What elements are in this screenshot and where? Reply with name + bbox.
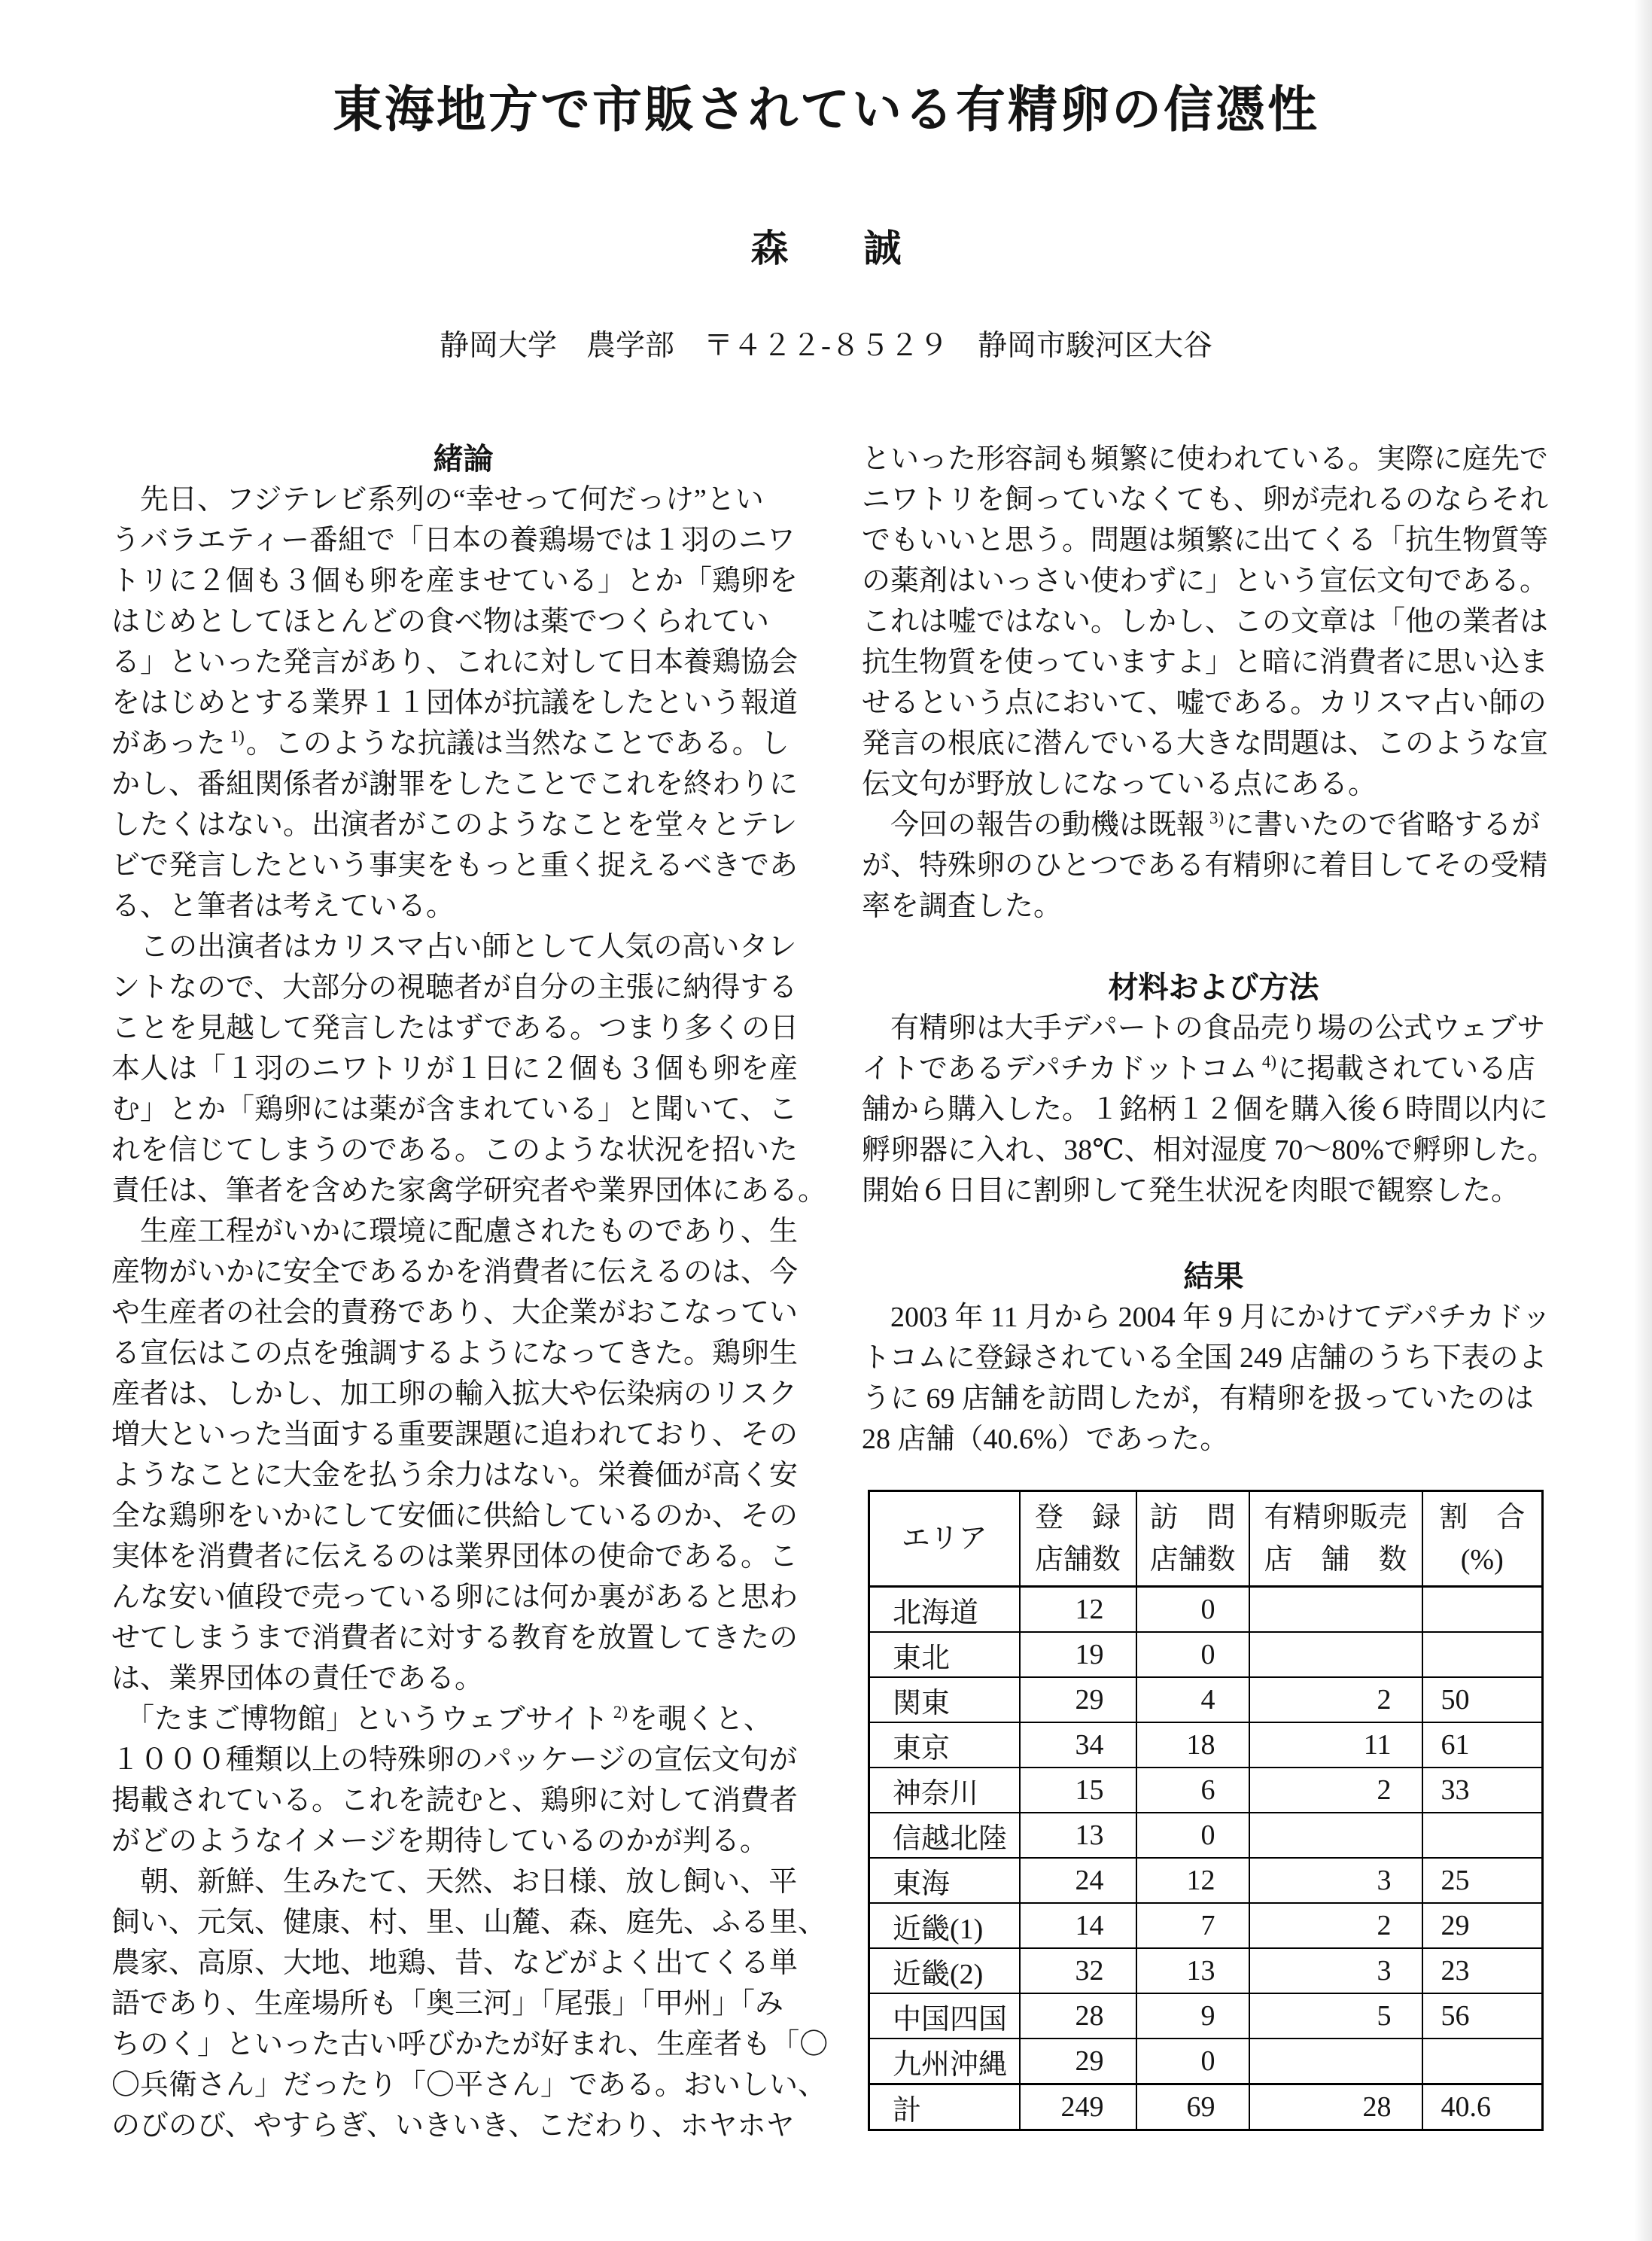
table-cell: 4 <box>1136 1677 1249 1722</box>
text-line: 産者は、しかし、加工卵の輸入拡大や伝染病のリスク <box>111 1378 798 1410</box>
table-row <box>869 1948 1543 1993</box>
text-line: のびのび、やすらぎ、いきいき、こだわり、ホヤホヤ <box>111 2110 795 2142</box>
table-cell: 北海道 <box>869 1587 1020 1633</box>
footnote-ref: 1) <box>230 727 245 747</box>
table-header-text: (%) <box>1460 1544 1504 1576</box>
text-line: 2003 年 11 月から 2004 年 9 月にかけてデパチカドッ <box>862 1302 1551 1333</box>
text-line: 実体を消費者に伝えるのは業界団体の使命である。こ <box>111 1541 799 1573</box>
table-cell: 0 <box>1136 2039 1249 2084</box>
text-line: んな安い値段で売っている卵には何か裏があると思わ <box>111 1582 799 1613</box>
table-cell: 0 <box>1136 1632 1249 1677</box>
table-row <box>869 1993 1543 2039</box>
table-header-text: 割 合 <box>1439 1502 1526 1533</box>
results-table <box>868 1490 1544 2131</box>
table-header-cell <box>1422 1491 1543 1587</box>
table-cell: 神奈川 <box>869 1768 1020 1813</box>
text-line: したくはない。出演者がこのようなことを堂々とテレ <box>111 809 798 841</box>
table-cell: 12 <box>1020 1587 1136 1633</box>
table-row <box>869 1813 1543 1858</box>
table-header-text: 登 録 <box>1034 1502 1121 1533</box>
table-cell <box>1422 2039 1543 2084</box>
text-line: 飼い、元気、健康、村、里、山麓、森、庭先、ふる里、 <box>111 1907 827 1938</box>
text-line: せるという点において、嘘である。カリスマ占い師の <box>862 687 1547 719</box>
table-cell: 18 <box>1136 1722 1249 1768</box>
text-line: 責任は、筆者を含めた家禽学研究者や業界団体にある。 <box>111 1175 827 1207</box>
text-line: 掲載されている。これを読むと、鶏卵に対して消費者 <box>111 1785 799 1816</box>
footnote-ref: 4) <box>1261 1052 1277 1072</box>
text-line: 語であり、生産場所も「奥三河」「尾張」「甲州」「み <box>111 1988 784 2020</box>
text-line: る宣伝はこの点を強調するようになってきた。鶏卵生 <box>111 1338 799 1369</box>
text-line: 発言の根底に潜んでいる大きな問題は、このような宣 <box>862 728 1549 760</box>
text-line: といった形容詞も頻繁に使われている。実際に庭先で <box>862 443 1549 475</box>
table-cell: 15 <box>1020 1768 1136 1813</box>
text-line: トコムに登録されている全国 249 店舗のうち下表のよ <box>862 1342 1547 1374</box>
table-row <box>869 1722 1543 1768</box>
table-cell: 34 <box>1020 1722 1136 1768</box>
table-cell <box>1249 1587 1422 1633</box>
table-cell <box>1249 1813 1422 1858</box>
footnote-ref: 2) <box>613 1703 628 1722</box>
table-cell: 19 <box>1020 1632 1136 1677</box>
text-line: トリに２個も３個も卵を産ませている」とか「鶏卵を <box>111 565 799 597</box>
text-line: ことを見越して発言したはずである。つまり多くの日 <box>111 1012 799 1044</box>
text-line: 伝文句が野放しになっている点にある。 <box>862 769 1377 800</box>
table-cell: 24 <box>1020 1858 1136 1903</box>
text-line: む」とか「鶏卵には薬が含まれている」と聞いて、こ <box>111 1094 798 1125</box>
table-cell: 50 <box>1422 1677 1543 1722</box>
intro-body <box>111 480 829 2146</box>
table-cell: 近畿(1) <box>869 1903 1020 1948</box>
text-line: イトであるデパチカドットコム $^{4)}$に掲載されている店 <box>862 1052 1536 1085</box>
table-row <box>869 2084 1543 2130</box>
table-cell: 9 <box>1136 1993 1249 2039</box>
table-header-text: 有精卵販売 <box>1264 1502 1407 1533</box>
table-row <box>869 2039 1543 2084</box>
table-cell: 東北 <box>869 1632 1020 1677</box>
text-line: 増大といった当面する重要課題に追われており、その <box>111 1419 799 1451</box>
table-cell: 11 <box>1249 1722 1422 1768</box>
table-cell: 7 <box>1136 1903 1249 1948</box>
right-column <box>862 439 1565 2131</box>
table-cell <box>1249 1632 1422 1677</box>
text-line: をはじめとする業界１１団体が抗議をしたという報道 <box>111 687 799 719</box>
text-line: ようなことに大金を払う余力はない。栄養価が高く安 <box>111 1460 799 1491</box>
text-line: 舗から購入した。１銘柄１２個を購入後６時間以内に <box>862 1094 1549 1125</box>
text-line: 本人は「１羽のニワトリが１日に２個も３個も卵を産 <box>111 1053 799 1085</box>
text-line: 開始６日目に割卵して発生状況を肉眼で観察した。 <box>862 1175 1520 1207</box>
table-cell: 249 <box>1020 2084 1136 2130</box>
table-cell: 23 <box>1422 1948 1543 1993</box>
table-cell: 28 <box>1249 2084 1422 2130</box>
table-row <box>869 1587 1543 1633</box>
table-cell: 6 <box>1136 1768 1249 1813</box>
text-line: 産物がいかに安全であるかを消費者に伝えるのは、今 <box>111 1256 799 1288</box>
author-name: 森 誠 <box>750 227 902 269</box>
text-line: 28 店舗（40.6%）であった。 <box>862 1423 1229 1455</box>
table-header-text: 店舗数 <box>1034 1544 1121 1576</box>
table-cell: 61 <box>1422 1722 1543 1768</box>
table-cell <box>1422 1587 1543 1633</box>
table-cell: 32 <box>1020 1948 1136 1993</box>
table-row <box>869 1677 1543 1722</box>
text-line: 生産工程がいかに環境に配慮されたものであり、生 <box>111 1216 799 1247</box>
text-line: 率を調査した。 <box>862 891 1063 922</box>
table-cell: 29 <box>1020 2039 1136 2084</box>
table-cell: 0 <box>1136 1587 1249 1633</box>
table-cell: 13 <box>1136 1948 1249 1993</box>
table-cell: 計 <box>869 2084 1020 2130</box>
table-cell: 56 <box>1422 1993 1543 2039</box>
text-line: うに 69 店舗を訪問したが，有精卵を扱っていたのは <box>862 1383 1535 1414</box>
text-line: 今回の報告の動機は既報 $^{3)}$に書いたので省略するが <box>862 808 1541 841</box>
text-line: は、業界団体の責任である。 <box>111 1663 484 1694</box>
affiliation: 静岡大学 農学部 〒４２２-８５２９ 静岡市駿河区大谷 <box>440 330 1212 362</box>
table-row <box>869 1768 1543 1813</box>
table-header-row <box>869 1491 1543 1587</box>
table-cell: 25 <box>1422 1858 1543 1903</box>
table-cell: 2 <box>1249 1903 1422 1948</box>
methods-heading: 材料および方法 <box>1108 970 1319 1004</box>
table-cell: 12 <box>1136 1858 1249 1903</box>
table-cell: 信越北陸 <box>869 1813 1020 1858</box>
table-header-cell <box>1020 1491 1136 1587</box>
text-line: 有精卵は大手デパートの食品売り場の公式ウェブサ <box>862 1012 1546 1044</box>
text-line: １０００種類以上の特殊卵のパッケージの宣伝文句が <box>111 1744 798 1776</box>
text-line: これは嘘ではない。しかし、この文章は「他の業者は <box>862 606 1549 638</box>
text-line: る、と筆者は考えている。 <box>111 891 455 922</box>
table-cell: 中国四国 <box>869 1993 1020 2039</box>
text-line: はじめとしてほとんどの食べ物は薬でつくられてい <box>111 606 770 638</box>
text-line: ビで発言したという事実をもっと重く捉えるべきであ <box>111 850 799 881</box>
text-line: があった $^{1)}$。このような抗議は当然なことである。し <box>111 727 789 760</box>
text-line: 朝、新鮮、生みたて、天然、お日様、放し飼い、平 <box>111 1866 798 1898</box>
text-line: の薬剤はいっさい使わずに」という宣伝文句である。 <box>862 565 1549 597</box>
table-cell: 33 <box>1422 1768 1543 1813</box>
left-column <box>111 439 829 2146</box>
text-line: 「たまご博物館」というウェブサイト $^{2)}$を覗くと、 <box>111 1703 773 1735</box>
page-title: 東海地方で市販されている有精卵の信憑性 <box>333 83 1319 138</box>
results-heading: 結果 <box>1183 1259 1244 1293</box>
table-cell: 九州沖縄 <box>869 2039 1020 2084</box>
text-line: や生産者の社会的責務であり、大企業がおこなってい <box>111 1297 799 1329</box>
table-cell: 28 <box>1020 1993 1136 2039</box>
table-cell: 2 <box>1249 1677 1422 1722</box>
table-cell <box>1422 1813 1543 1858</box>
table-header-cell <box>869 1491 1020 1587</box>
methods-body <box>862 1008 1565 1211</box>
table-cell: 3 <box>1249 1948 1422 1993</box>
footnote-ref: 3) <box>1209 808 1225 828</box>
table-cell: 29 <box>1422 1903 1543 1948</box>
table-header-cell <box>1136 1491 1249 1587</box>
results-body <box>862 1297 1565 1460</box>
text-line: が、特殊卵のひとつである有精卵に着目してその受精 <box>862 850 1548 881</box>
table-row <box>869 1903 1543 1948</box>
text-line: 農家、高原、大地、地鶏、昔、などがよく出てくる単 <box>111 1947 799 1979</box>
table-cell <box>1422 1632 1543 1677</box>
table-header-text: エリア <box>901 1523 987 1554</box>
table-cell: 東京 <box>869 1722 1020 1768</box>
table-cell: 29 <box>1020 1677 1136 1722</box>
table-header-text: 店舗数 <box>1149 1544 1236 1576</box>
table-header-text: 店 舗 数 <box>1264 1544 1407 1576</box>
text-line: せてしまうまで消費者に対する教育を放置してきたの <box>111 1622 799 1654</box>
table-cell: 0 <box>1136 1813 1249 1858</box>
text-line: 孵卵器に入れ、38℃、相対湿度 70〜80%で孵卵した。 <box>862 1134 1556 1166</box>
table-header-text: 訪 問 <box>1149 1502 1236 1533</box>
text-line: 〇兵衛さん」だったり「〇平さん」である。おいしい、 <box>111 2069 827 2101</box>
table-cell: 東海 <box>869 1858 1020 1903</box>
table-cell: 13 <box>1020 1813 1136 1858</box>
text-line: かし、番組関係者が謝罪をしたことでこれを終わりに <box>111 769 799 800</box>
text-line: 先日、フジテレビ系列の“幸せって何だっけ”とい <box>111 484 764 516</box>
table-cell: 69 <box>1136 2084 1249 2130</box>
text-line: がどのようなイメージを期待しているのかが判る。 <box>111 1825 768 1857</box>
table-cell: 40.6 <box>1422 2084 1543 2130</box>
text-line: れを信じてしまうのである。このような状況を招いた <box>111 1134 799 1166</box>
text-line: 全な鶏卵をいかにして安価に供給しているのか、その <box>111 1500 799 1532</box>
text-line: うバラエティー番組で「日本の養鶏場では１羽のニワ <box>111 525 796 556</box>
table-header-cell <box>1249 1491 1422 1587</box>
table-cell: 近畿(2) <box>869 1948 1020 1993</box>
text-line: ントなので、大部分の視聴者が自分の主張に納得する <box>111 972 798 1003</box>
table-cell: 関東 <box>869 1677 1020 1722</box>
text-line: る」といった発言があり、これに対して日本養鶏協会 <box>111 647 799 678</box>
text-line: 抗生物質を使っていますよ」と暗に消費者に思い込ま <box>862 647 1549 678</box>
table-row <box>869 1632 1543 1677</box>
intro-heading: 緒論 <box>433 442 494 476</box>
table-row <box>869 1858 1543 1903</box>
table-cell: 2 <box>1249 1768 1422 1813</box>
table-cell: 3 <box>1249 1858 1422 1903</box>
intro-body-continued <box>862 439 1565 927</box>
text-line: でもいいと思う。問題は頻繁に出てくる「抗生物質等 <box>862 525 1549 556</box>
table-cell <box>1249 2039 1422 2084</box>
table-cell: 14 <box>1020 1903 1136 1948</box>
text-line: この出演者はカリスマ占い師として人気の高いタレ <box>111 931 797 963</box>
table-cell: 5 <box>1249 1993 1422 2039</box>
text-line: ニワトリを飼っていなくても、卵が売れるのならそれ <box>862 484 1549 516</box>
text-line: ちのく」といった古い呼びかたが好まれ、生産者も「〇 <box>111 2029 829 2060</box>
